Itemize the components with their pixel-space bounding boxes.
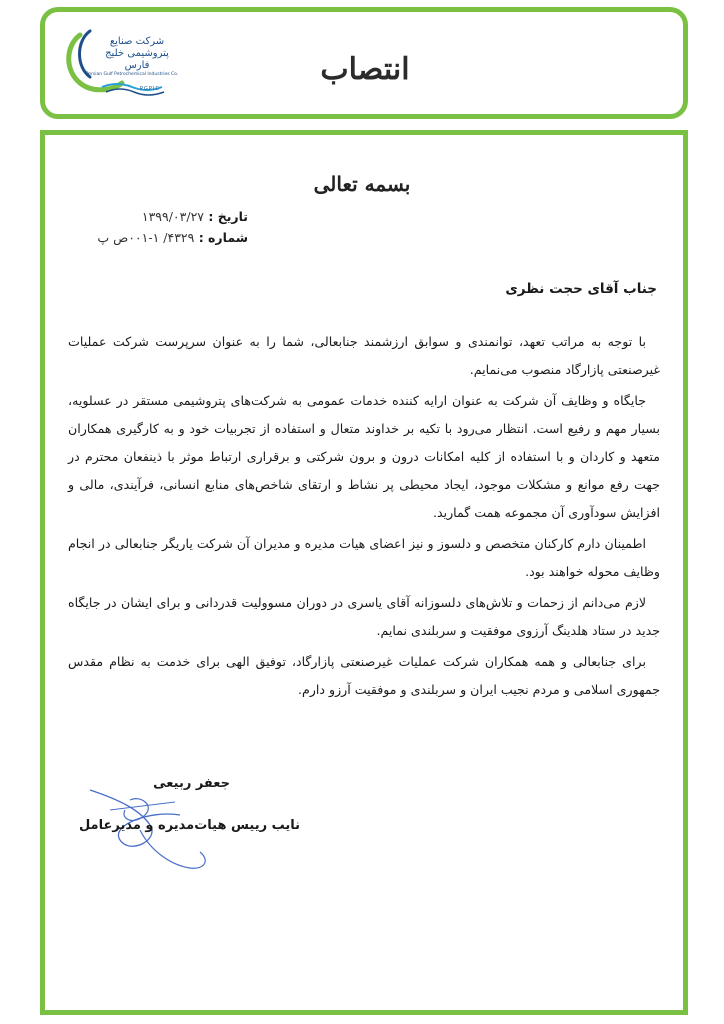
number-row <box>78 227 248 248</box>
logo-company-name: شرکت صنایع پتروشیمی خلیج فارس <box>105 36 169 71</box>
paragraph: برای جنابعالی و همه همکاران شرکت عملیات غیرصنعتی پازارگاد، توفیق الهی برای خدمت به نظام مقدس جمهوری اسلامی و مردم نجیب ایران و سربلندی و موفقیت آرزو دارم. <box>68 654 660 697</box>
paragraph: با توجه به مراتب تعهد، توانمندی و سوابق ارزشمند جنابعالی، شما را به عنوان سرپرست شرکت عملیات غیرصنعتی پازارگاد منصوب می‌نمایم. <box>68 334 660 377</box>
number-label: شماره : <box>198 230 248 245</box>
addressee: جناب آقای حجت نظری <box>505 281 657 297</box>
number-value: ۴۳۲۹/ ۱-۰۰۱ص پ <box>97 230 195 245</box>
bismillah-heading: بسمه تعالی <box>313 172 411 196</box>
paragraph: اطمینان دارم کارکنان متخصص و دلسوز و نیز اعضای هیات مدیره و مدیران آن شرکت یاریگر جنابعالی در انجام وظایف محوله خواهند بود. <box>68 536 660 579</box>
date-row <box>78 206 248 227</box>
date-value: ۱۳۹۹/۰۳/۲۷ <box>141 209 204 224</box>
paragraph: جایگاه و وظایف آن شرکت به عنوان ارایه کننده خدمات عمومی به شرکت‌های پتروشیمی مستقر در عسلویه، بسیار مهم و رفیع است. انتظار می‌رود با تکیه بر خداوند متعال و استفاده از تجربیات خود و به کارگیری همکاران متعهد و کاردان و با استفاده از کلیه امکانات درون و برون شرکتی و برقراری ارتباط موثر با ذینفعان محترم در جهت رفع موانع و مشکلات موجود، ایجاد محیطی پر نشاط و ارتقای شاخص‌های منابع انسانی، فرآیندی، مالی و افزایش سودآوری آن مجموعه همت گمارید. <box>68 393 660 520</box>
paragraph: لازم می‌دانم از زحمات و تلاش‌های دلسوزانه آقای یاسری در دوران مسوولیت قدردانی و برای ایشان در جایگاه جدید در ستاد هلدینگ آرزوی موفقیت و سربلندی نمایم. <box>68 595 660 638</box>
page-title: انتصاب <box>320 52 410 87</box>
logo-abbreviation: PGPIC <box>140 86 160 92</box>
letter-meta <box>78 206 248 248</box>
logo-company-subtitle: Persian Gulf Petrochemical Industries Co. <box>85 72 179 77</box>
letter-body <box>68 328 660 707</box>
signer-name: جعفر ربیعی <box>153 776 230 791</box>
signer-title: نایب رییس هیات‌مدیره و مدیرعامل <box>78 818 300 833</box>
date-label: تاریخ : <box>208 209 248 224</box>
